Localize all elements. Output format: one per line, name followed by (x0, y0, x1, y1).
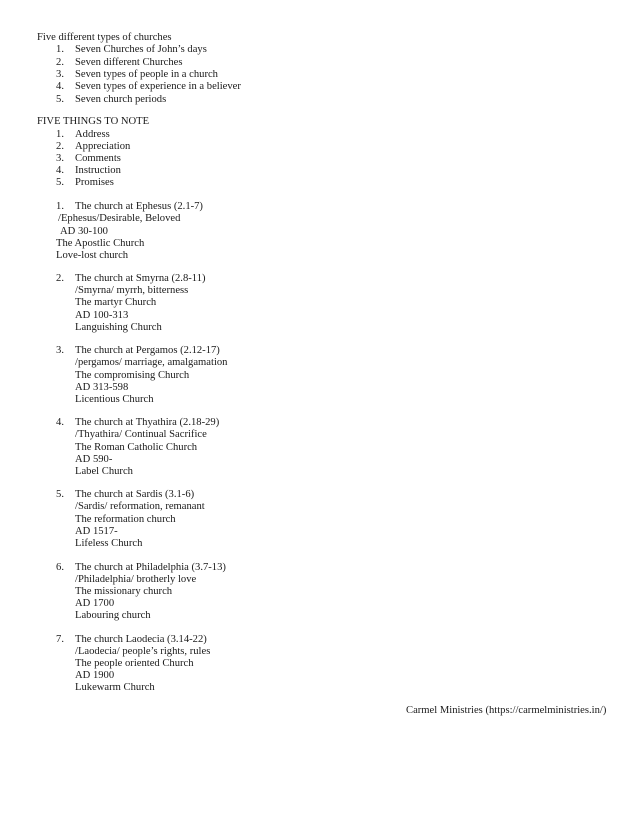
church-label: The reformation church (75, 514, 176, 525)
church-title: The church at Thyathira (2.18-29) (75, 417, 220, 428)
church-title: The church at Ephesus (2.1-7) (75, 201, 203, 212)
church-meaning: /Philadelphia/ brotherly love (75, 574, 197, 585)
intro-item-number: 1. (56, 44, 64, 55)
notes-item-number: 5. (56, 177, 64, 188)
intro-item-text: Seven different Churches (75, 57, 183, 68)
intro-item-text: Seven types of people in a church (75, 69, 218, 80)
church-title: The church at Pergamos (2.12-17) (75, 345, 220, 356)
notes-item-number: 2. (56, 141, 64, 152)
church-number: 7. (56, 634, 64, 645)
church-label: The compromising Church (75, 370, 190, 381)
intro-item-number: 4. (56, 81, 64, 92)
church-character: Languishing Church (75, 322, 162, 333)
church-character: Label Church (75, 466, 133, 477)
church-meaning: /Smyrna/ myrrh, bitterness (75, 285, 189, 296)
intro-item-number: 3. (56, 69, 64, 80)
church-number: 6. (56, 562, 64, 573)
church-character: Licentious Church (75, 394, 154, 405)
intro-item-text: Seven types of experience in a believer (75, 81, 241, 92)
notes-item-number: 3. (56, 153, 64, 164)
church-period: AD 30-100 (60, 226, 108, 237)
church-meaning: /Thyathira/ Continual Sacrifice (75, 429, 207, 440)
church-title: The church Laodecia (3.14-22) (75, 634, 207, 645)
church-number: 5. (56, 489, 64, 500)
church-label: The Apostlic Church (56, 238, 145, 249)
church-character: Lifeless Church (75, 538, 143, 549)
church-character: Labouring church (75, 610, 151, 621)
church-character: Love-lost church (56, 250, 129, 261)
notes-item-text: Comments (75, 153, 121, 164)
church-period: AD 313-598 (75, 382, 129, 393)
church-period: AD 100-313 (75, 310, 129, 321)
church-title: The church at Sardis (3.1-6) (75, 489, 195, 500)
church-period: AD 1900 (75, 670, 115, 681)
notes-item-text: Instruction (75, 165, 121, 176)
notes-item-text: Promises (75, 177, 114, 188)
notes-item-number: 4. (56, 165, 64, 176)
church-label: The missionary church (75, 586, 173, 597)
intro-heading: Five different types of churches (37, 32, 172, 43)
church-title: The church at Smyrna (2.8-11) (75, 273, 206, 284)
notes-item-text: Address (75, 129, 110, 140)
church-meaning: /Ephesus/Desirable, Beloved (58, 213, 181, 224)
church-title: The church at Philadelphia (3.7-13) (75, 562, 226, 573)
church-period: AD 1517- (75, 526, 118, 537)
intro-item-text: Seven church periods (75, 94, 167, 105)
church-period: AD 1700 (75, 598, 115, 609)
church-meaning: /pergamos/ marriage, amalgamation (75, 357, 228, 368)
church-number: 3. (56, 345, 64, 356)
church-label: The martyr Church (75, 297, 157, 308)
church-period: AD 590- (75, 454, 113, 465)
intro-item-text: Seven Churches of John’s days (75, 44, 207, 55)
church-number: 1. (56, 201, 64, 212)
notes-heading: FIVE THINGS TO NOTE (37, 116, 150, 127)
church-meaning: /Sardis/ reformation, remanant (75, 501, 205, 512)
church-label: The Roman Catholic Church (75, 442, 198, 453)
intro-item-number: 2. (56, 57, 64, 68)
intro-item-number: 5. (56, 94, 64, 105)
church-character: Lukewarm Church (75, 682, 155, 693)
notes-item-number: 1. (56, 129, 64, 140)
church-number: 4. (56, 417, 64, 428)
footer-credit: Carmel Ministries (https://carmelministries.in/) (406, 705, 607, 716)
church-number: 2. (56, 273, 64, 284)
notes-item-text: Appreciation (75, 141, 131, 152)
church-label: The people oriented Church (75, 658, 194, 669)
church-meaning: /Laodecia/ people’s rights, rules (75, 646, 211, 657)
